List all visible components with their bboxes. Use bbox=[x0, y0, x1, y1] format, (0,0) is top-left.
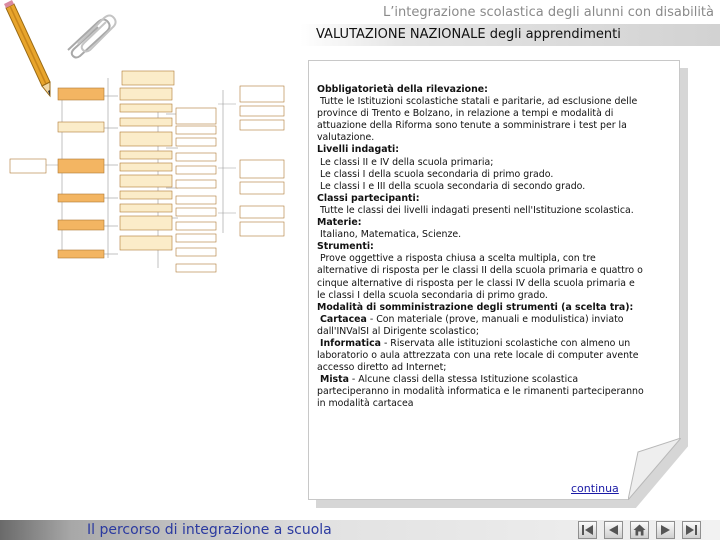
home-icon bbox=[633, 524, 646, 536]
text-livelli-1: Le classi II e IV della scuola primaria; bbox=[319, 156, 494, 168]
heading-obbligatorieta: Obbligatorietà della rilevazione: bbox=[317, 84, 488, 95]
text-livelli-3: Le classi I e III della scuola secondaria di secondo grado. bbox=[319, 180, 586, 192]
paperclip-icon bbox=[60, 10, 120, 60]
text-materie: Italiano, Matematica, Scienze. bbox=[319, 229, 462, 241]
previous-page-button[interactable] bbox=[604, 521, 623, 539]
next-page-button[interactable] bbox=[656, 521, 675, 539]
label-cartacea: Cartacea bbox=[319, 313, 367, 325]
home-button[interactable] bbox=[630, 521, 649, 539]
text-cartacea: - Con materiale (prove, manuali e modulistica) inviato dall'INValSI al Dirigente scolastico; bbox=[317, 313, 624, 337]
text-classi: Tutte le classi dei livelli indagati presenti nell'Istituzione scolastica. bbox=[319, 204, 634, 216]
first-page-button[interactable] bbox=[578, 521, 597, 539]
heading-livelli: Livelli indagati: bbox=[317, 144, 399, 156]
heading-materie: Materie: bbox=[317, 217, 362, 229]
previous-page-icon bbox=[607, 524, 620, 536]
text-informatica: - Riservata alle istituzioni scolastiche con almeno un laboratorio o aula attrezzata con una rete locale di computer avente accesso diretto ad Internet; bbox=[317, 337, 639, 374]
label-mista: Mista bbox=[319, 374, 349, 386]
heading-modalita: Modalità di somministrazione degli strumenti (a scelta tra): bbox=[317, 301, 634, 313]
text-mista: - Alcune classi della stessa Istituzione scolastica parteciperanno in modalità informatica e le rimanenti parteciperanno in modalità cartacea bbox=[317, 374, 644, 410]
footer-label: Il percorso di integrazione a scuola bbox=[87, 522, 332, 538]
document-content bbox=[317, 84, 645, 411]
concept-map-diagram bbox=[8, 68, 294, 278]
first-page-icon bbox=[581, 524, 594, 536]
label-informatica: Informatica bbox=[319, 337, 381, 349]
text-obbligatorieta: Tutte le Istituzioni scolastiche statali e paritarie, ad esclusione delle province di Trento e Bolzano, in relazione a tempi e modalità di attuazione della Riforma sono tenute a somministrare i test per la valutazione. bbox=[317, 96, 638, 144]
text-livelli-2: Le classi I della scuola secondaria di primo grado. bbox=[319, 168, 554, 180]
last-page-button[interactable] bbox=[682, 521, 701, 539]
page-curl bbox=[628, 438, 681, 500]
header-title: L’integrazione scolastica degli alunni con disabilità bbox=[383, 5, 714, 20]
heading-strumenti: Strumenti: bbox=[317, 241, 374, 253]
next-page-icon bbox=[659, 524, 672, 536]
last-page-icon bbox=[685, 524, 698, 536]
page-subtitle: VALUTAZIONE NAZIONALE degli apprendimenti bbox=[316, 27, 621, 42]
heading-classi: Classi partecipanti: bbox=[317, 192, 420, 204]
text-strumenti: Prove oggettive a risposta chiusa a scelta multipla, con tre alternative di risposta per le classi II della scuola primaria e quattro o cinque alternative di risposta per le classi IV della scuola primaria e le classi I della scuola secondaria di primo grado. bbox=[317, 253, 643, 301]
continua-link[interactable]: continua bbox=[571, 482, 619, 495]
